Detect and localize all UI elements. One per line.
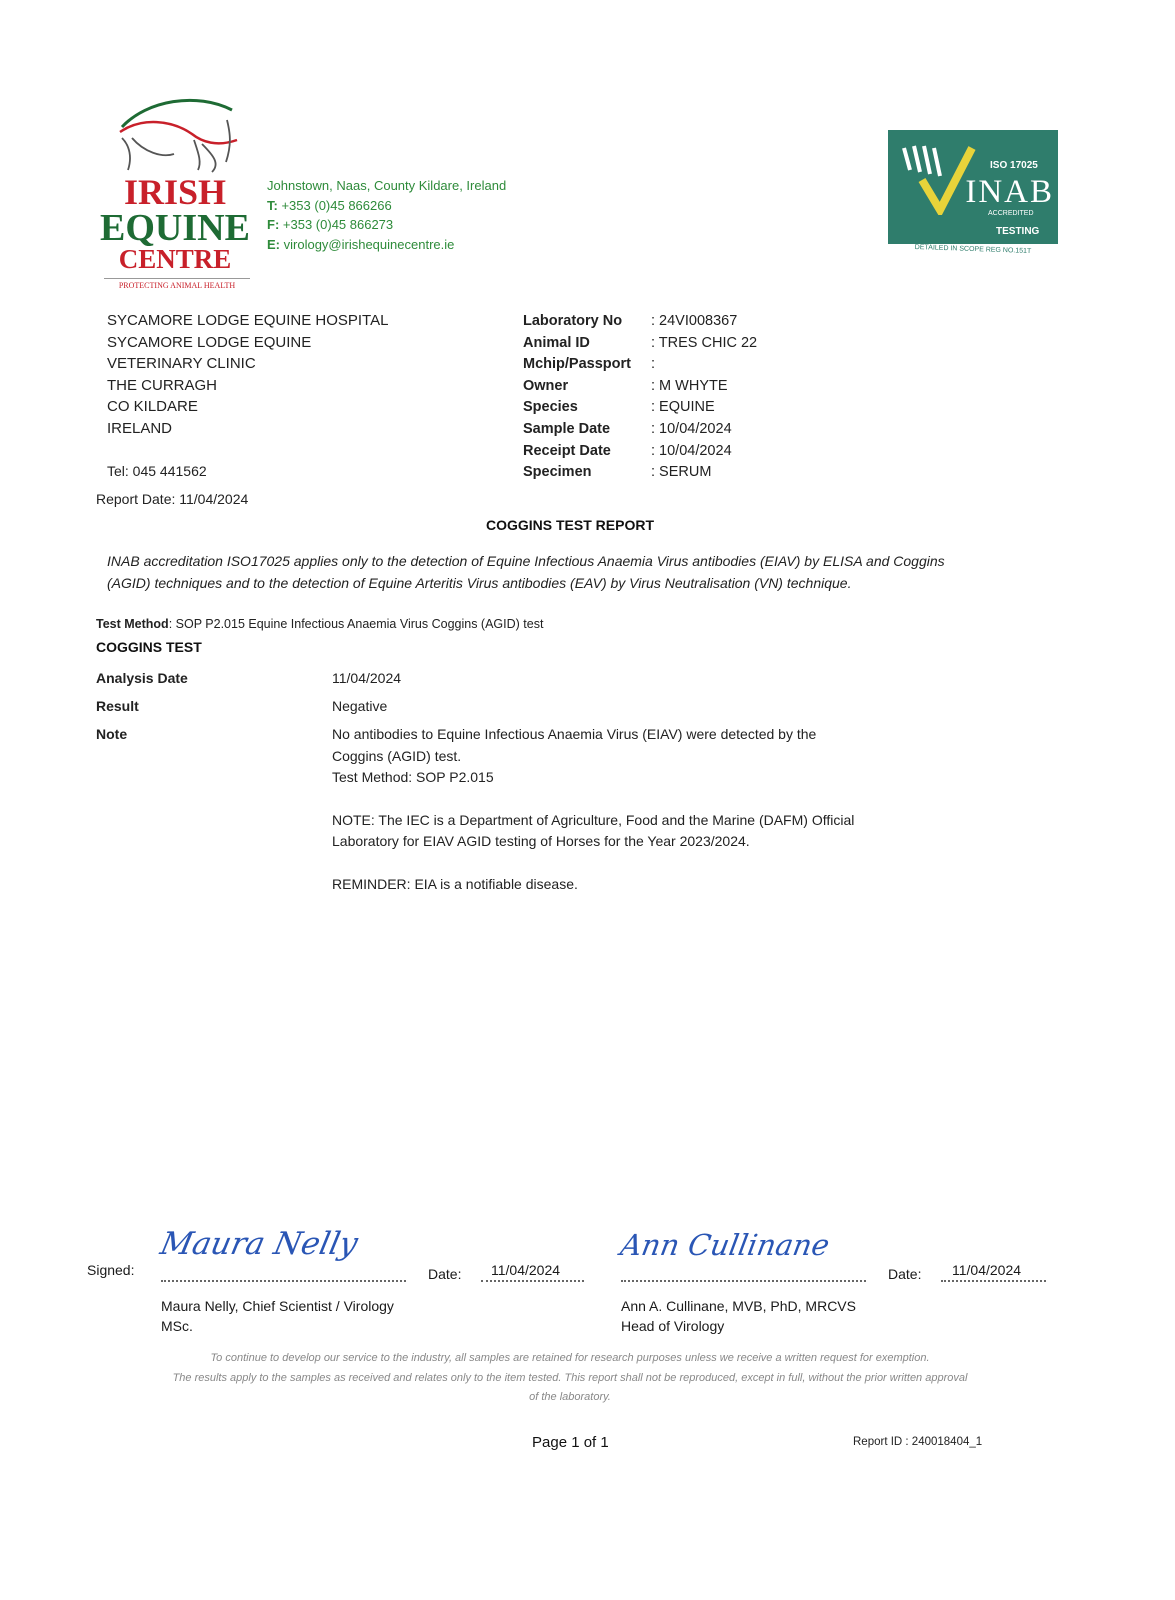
meta-row: Receipt Date : 10/04/2024 xyxy=(523,442,732,459)
meta-row: Animal ID : TRES CHIC 22 xyxy=(523,334,758,351)
note-row: Note No antibodies to Equine Infectious Anaemia Virus (EIAV) were detected by the Coggins (AGID) test. Test Method: SOP P2.015 NOTE: The IEC is a Department of Agriculture, Food and the Marine (DAFM) Official Laboratory for EIAV AGID testing of Horses for the Year 2023/2024. REMINDER: EIA is a notifiable disease. xyxy=(96,726,862,916)
horse-logo-icon xyxy=(102,92,252,174)
signature-line-1 xyxy=(161,1270,406,1282)
result-row: Result Negative xyxy=(96,698,388,714)
inab-brand: INAB xyxy=(965,174,1054,210)
note-paragraph: NOTE: The IEC is a Department of Agriculture, Food and the Marine (DAFM) Official Laboratory for EIAV AGID testing of Horses for the Year 2023/2024. xyxy=(332,811,855,849)
logo-word-irish: IRISH xyxy=(123,172,227,212)
meta-row: Owner : M WHYTE xyxy=(523,377,728,394)
logo-tagline: PROTECTING ANIMAL HEALTH xyxy=(104,278,250,290)
address-line: IRELAND xyxy=(107,419,173,437)
page-number: Page 1 of 1 xyxy=(532,1434,609,1451)
footer-disclaimer: To continue to develop our service to the industry, all samples are retained for research purposes unless we receive a written request for exemption. The results apply to the samples as received and relates only to the item tested. This report shall not be reproduced, except in full, without the prior written approval of the laboratory. xyxy=(172,1352,968,1403)
signature-date-1: 11/04/2024 xyxy=(491,1262,561,1278)
address-line: CO KILDARE xyxy=(107,398,198,416)
section-heading: COGGINS TEST xyxy=(96,639,202,655)
recipient-address xyxy=(107,310,388,482)
analysis-date-row: Analysis Date 11/04/2024 xyxy=(96,670,402,686)
logo-word-centre: CENTRE xyxy=(118,244,232,274)
report-id: Report ID : 240018404_1 xyxy=(853,1436,983,1448)
iec-logo xyxy=(100,92,252,292)
address-line: THE CURRAGH xyxy=(107,376,218,394)
signature-maura-nelly: Maura Nelly xyxy=(157,1226,361,1262)
signature-date-2: 11/04/2024 xyxy=(952,1262,1022,1278)
org-email: E: virology@irishequinecentre.ie xyxy=(267,236,455,252)
logo-word-equine: EQUINE xyxy=(100,207,250,249)
meta-row: Specimen : SERUM xyxy=(523,464,712,481)
accreditation-note: INAB accreditation ISO17025 applies only to the detection of Equine Infectious Anaemia Virus antibodies (EIAV) by ELISA and Coggins (AGID) techniques and to the detection of Equine Arteritis Virus antibodies (EAV) by Virus Neutralisation (VN) technique. xyxy=(107,553,945,591)
signature-line-2 xyxy=(621,1270,866,1282)
inab-accredited: ACCREDITED xyxy=(988,210,1034,217)
address-line: SYCAMORE LODGE EQUINE HOSPITAL xyxy=(107,312,389,329)
report-title: COGGINS TEST REPORT xyxy=(485,517,654,533)
meta-row: Mchip/Passport : xyxy=(523,356,656,373)
address-line: SYCAMORE LODGE EQUINE xyxy=(107,333,312,351)
date-label: Date: xyxy=(428,1266,462,1282)
signatory-2: Ann A. Cullinane, MVB, PhD, MRCVS Head of Virology xyxy=(621,1298,856,1334)
results-block xyxy=(96,670,862,928)
org-fax: F: +353 (0)45 866273 xyxy=(267,217,394,232)
signed-label: Signed: xyxy=(87,1262,135,1278)
address-line: VETERINARY CLINIC xyxy=(107,355,256,373)
contact-block xyxy=(267,176,506,254)
inab-scope: DETAILED IN SCOPE REG NO.151T xyxy=(914,243,1032,256)
signature-ann-cullinane: Ann Cullinane xyxy=(618,1228,833,1262)
inab-iso: ISO 17025 xyxy=(990,160,1038,171)
inab-testing: TESTING xyxy=(996,226,1040,237)
sample-meta-table xyxy=(523,313,757,486)
meta-row: Species : EQUINE xyxy=(523,399,715,416)
meta-row: Sample Date : 10/04/2024 xyxy=(523,420,732,437)
signatory-1: Maura Nelly, Chief Scientist / Virology MSc. xyxy=(161,1298,394,1334)
note-paragraph: REMINDER: EIA is a notifiable disease. xyxy=(332,875,578,892)
meta-row: Laboratory No : 24VI008367 xyxy=(523,313,738,329)
org-phone: T: +353 (0)45 866266 xyxy=(267,197,392,213)
date-label: Date: xyxy=(888,1266,922,1282)
recipient-tel: Tel: 045 441562 xyxy=(107,462,207,479)
inab-badge xyxy=(888,130,1058,255)
test-method: Test Method: SOP P2.015 Equine Infectious Anaemia Virus Coggins (AGID) test xyxy=(96,617,544,631)
report-date: Report Date: 11/04/2024 xyxy=(96,491,249,507)
org-address: Johnstown, Naas, County Kildare, Ireland xyxy=(267,178,507,193)
note-paragraph: No antibodies to Equine Infectious Anaemia Virus (EIAV) were detected by the Coggins (AGID) test. Test Method: SOP P2.015 xyxy=(332,726,817,785)
note-content xyxy=(332,726,862,916)
